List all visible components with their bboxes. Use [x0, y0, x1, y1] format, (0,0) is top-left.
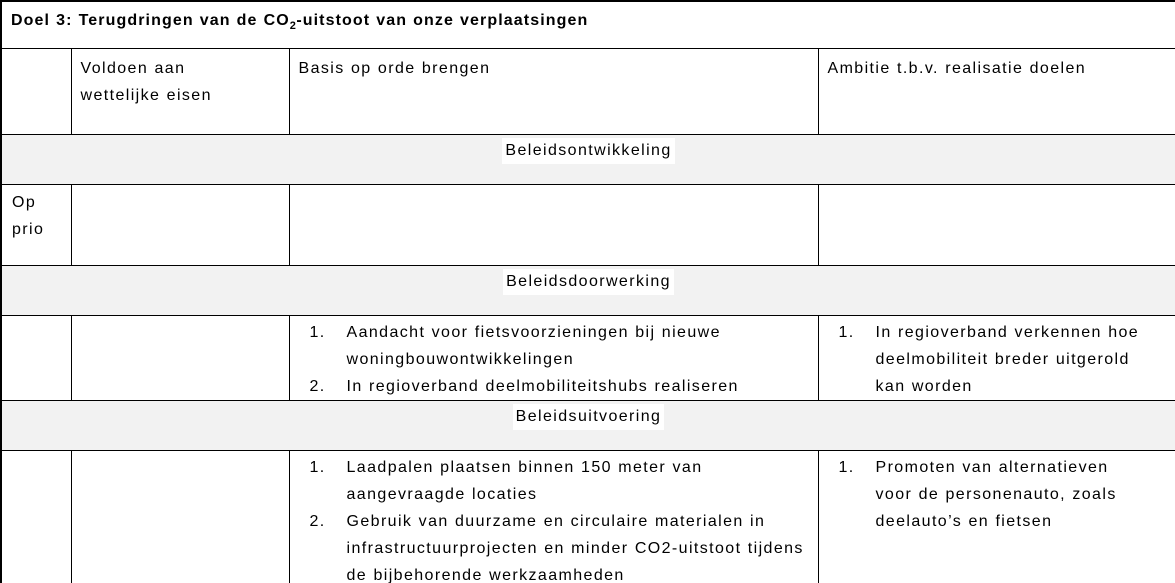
header-cell-basis-op-orde: Basis op orde brengen: [289, 48, 818, 134]
list-item-text: In regioverband deelmobiliteitshubs realiseren: [346, 377, 739, 395]
cell-doorwerking-basis: [289, 315, 818, 400]
list-item: [310, 508, 806, 583]
list-item: [839, 319, 1149, 400]
row-doorwerking-content: [1, 315, 1175, 400]
list-item-text: Gebruik van duurzame en circulaire materialen in infrastructuurprojecten en minder CO2-uitstoot tijdens de bijbehorende werkzaamheden: [346, 512, 804, 583]
title-suffix: -uitstoot van onze verplaatsingen: [296, 12, 589, 29]
list-item-number: 1.: [838, 323, 855, 341]
list-item: [310, 454, 806, 508]
section-cell-beleidsontwikkeling: [1, 134, 1175, 184]
list-item-text: Laadpalen plaatsen binnen 150 meter van aangevraagde locaties: [346, 458, 703, 503]
section-label-beleidsdoorwerking: Beleidsdoorwerking: [503, 269, 674, 295]
row-label-op-prio: Op prio: [1, 184, 71, 265]
empty-cell-uitvoering-col1: [1, 450, 71, 583]
empty-cell-uitvoering-col2: [71, 450, 289, 583]
header-cell-wettelijke-eisen: Voldoen aan wettelijke eisen: [71, 48, 289, 134]
cell-uitvoering-ambitie: [818, 450, 1175, 583]
row-op-prio: [1, 184, 1175, 265]
list-item-number: 2.: [309, 512, 326, 530]
task-list-uitvoering-basis: [290, 451, 818, 583]
list-item: [310, 319, 806, 373]
list-item-text: In regioverband verkennen hoe deelmobiliteit breder uitgerold kan worden: [875, 323, 1140, 395]
cell-doorwerking-ambitie: [818, 315, 1175, 400]
section-label-beleidsontwikkeling: Beleidsontwikkeling: [502, 138, 674, 164]
table-title: [1, 1, 1175, 48]
section-row-beleidsdoorwerking: [1, 265, 1175, 315]
task-list-doorwerking-ambitie: [819, 316, 1175, 400]
title-subscript: 2: [289, 20, 297, 33]
list-item-number: 1.: [309, 323, 326, 341]
task-list-doorwerking-basis: [290, 316, 818, 400]
list-item-text: Aandacht voor fietsvoorzieningen bij nieuwe woningbouwontwikkelingen: [346, 323, 721, 368]
list-item-number: 1.: [309, 458, 326, 476]
section-cell-beleidsdoorwerking: [1, 265, 1175, 315]
section-row-beleidsuitvoering: [1, 400, 1175, 450]
header-cell-empty: [1, 48, 71, 134]
empty-cell-doorwerking-col1: [1, 315, 71, 400]
row-uitvoering-content: [1, 450, 1175, 583]
empty-cell-ontwikkeling-col4: [818, 184, 1175, 265]
header-row: [1, 48, 1175, 134]
title-prefix: Doel 3: Terugdringen van de CO: [11, 12, 290, 29]
cell-uitvoering-basis: [289, 450, 818, 583]
section-label-beleidsuitvoering: Beleidsuitvoering: [513, 404, 665, 430]
list-item-text: Promoten van alternatieven voor de personenauto, zoals deelauto’s en fietsen: [875, 458, 1117, 530]
task-list-uitvoering-ambitie: [819, 451, 1175, 535]
header-cell-ambitie: Ambitie t.b.v. realisatie doelen: [818, 48, 1175, 134]
empty-cell-doorwerking-col2: [71, 315, 289, 400]
empty-cell-ontwikkeling-col3: [289, 184, 818, 265]
title-row: [1, 1, 1175, 48]
section-cell-beleidsuitvoering: [1, 400, 1175, 450]
list-item: [839, 454, 1149, 535]
list-item: [310, 373, 806, 400]
list-item-number: 2.: [309, 377, 326, 395]
empty-cell-ontwikkeling-col2: [71, 184, 289, 265]
list-item-number: 1.: [838, 458, 855, 476]
section-row-beleidsontwikkeling: [1, 134, 1175, 184]
